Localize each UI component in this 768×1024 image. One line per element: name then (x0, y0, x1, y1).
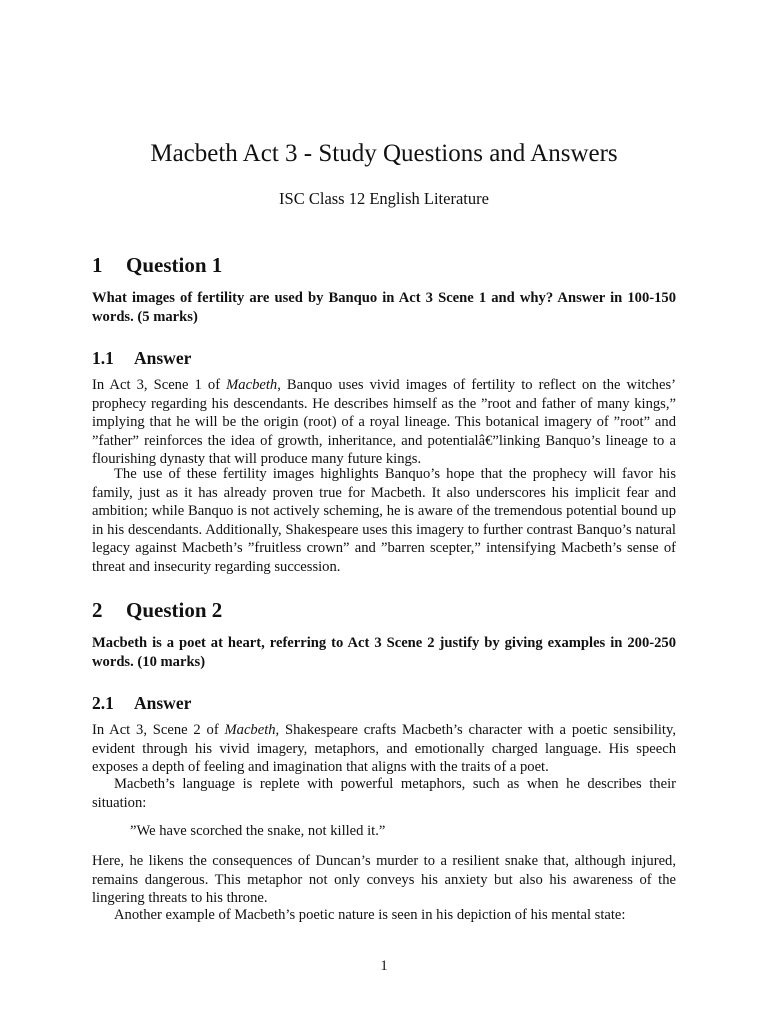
subsection-heading-answer-2 (92, 692, 191, 714)
document-title: Macbeth Act 3 - Study Questions and Answers (150, 140, 618, 167)
question-2-text: Macbeth is a poet at heart, referring to Act 3 Scene 2 justify by giving examples in 200-250 words. (10 marks) (92, 635, 676, 670)
text-run: In Act 3, Scene 1 of (92, 377, 227, 393)
subsection-heading-answer-1 (92, 347, 191, 369)
section-heading-question-1 (92, 252, 222, 278)
subsection-title: Answer (134, 693, 192, 713)
answer-2-paragraph-1 (92, 721, 676, 777)
subsection-number: 1.1 (92, 348, 114, 368)
text-run: In Act 3, Scene 2 of (92, 722, 225, 738)
section-title: Question 2 (126, 598, 223, 622)
text-run: , Banquo uses vivid images of fertility to reflect on the witches’ prophecy regarding his descendants. He describes himself as the ”root and father of many kings,” implying that he will be the origin (root) of a royal lineage. This botanical imagery of ”root” and ”father” reinforces the idea of growth, inheritance, and potentialâ€”linking Banquo’s lineage to a flourishing dynasty that will produce many future kings. (92, 377, 676, 468)
answer-2-paragraph-3: Here, he likens the consequences of Duncan’s murder to a resilient snake that, although injured, remains dangerous. This metaphor not only conveys his anxiety but also his awareness of the lingering threats to his throne. (92, 853, 676, 907)
section-heading-question-2 (92, 597, 222, 623)
text-run: , Shakespeare crafts Macbeth’s character with a poetic sensibility, evident through his vivid imagery, metaphors, and emotionally charged language. His speech exposes a depth of feeling and imagination that aligns with the traits of a poet. (92, 722, 676, 776)
question-1-text: What images of fertility are used by Banquo in Act 3 Scene 1 and why? Answer in 100-150 words. (5 marks) (92, 290, 676, 325)
section-number: 1 (92, 253, 103, 277)
answer-1-paragraph-1 (92, 376, 676, 469)
answer-2-paragraph-2: Macbeth’s language is replete with powerful metaphors, such as when he describes their situation: (92, 776, 676, 811)
page-number: 1 (380, 958, 388, 974)
answer-2-paragraph-4: Another example of Macbeth’s poetic nature is seen in his depiction of his mental state: (114, 907, 626, 923)
document-subtitle: ISC Class 12 English Literature (279, 189, 489, 208)
work-title-italic: Macbeth (226, 377, 278, 393)
work-title-italic: Macbeth (224, 722, 276, 738)
section-number: 2 (92, 598, 103, 622)
answer-1-paragraph-2: The use of these fertility images highlights Banquo’s hope that the prophecy will favor his family, just as it has already proven true for Macbeth. It also underscores his implicit fear and ambition; while Banquo is not actively scheming, he is aware of the tremendous potential bound up in his descendants. Additionally, Shakespeare uses this imagery to further contrast Banquo’s natural legacy against Macbeth’s ”fruitless crown” and ”barren scepter,” intensifying Macbeth’s sense of threat and insecurity regarding succession. (92, 466, 676, 575)
block-quote: ”We have scorched the snake, not killed it.” (130, 823, 386, 839)
section-title: Question 1 (126, 253, 223, 277)
subsection-title: Answer (134, 348, 192, 368)
subsection-number: 2.1 (92, 693, 114, 713)
